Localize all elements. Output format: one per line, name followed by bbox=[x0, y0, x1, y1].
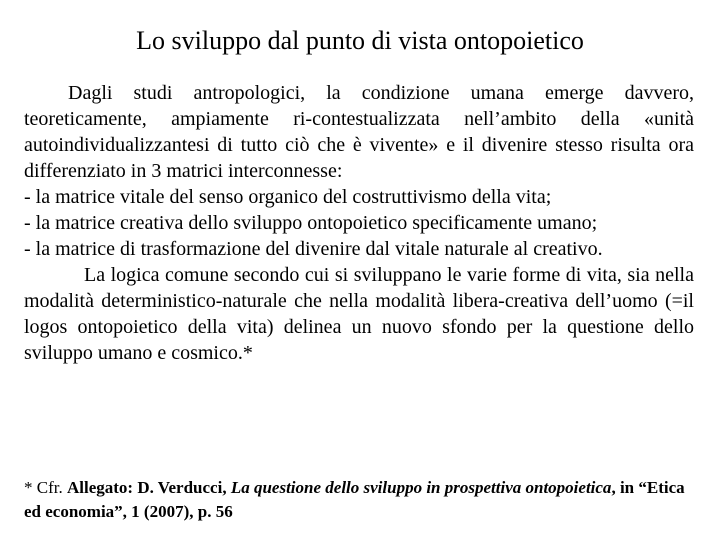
matrix-item-creativa: - la matrice creativa dello sviluppo ontopoietico specificamente umano; bbox=[24, 212, 598, 234]
matrix-item-trasformazione: - la matrice di trasformazione del divenire dal vitale naturale al creativo. bbox=[24, 238, 603, 260]
footnote-source: , in “Etica ed economia”, 1 (2007), p. 56 bbox=[24, 478, 685, 521]
page-title: Lo sviluppo dal punto di vista ontopoietico bbox=[136, 26, 584, 55]
conclusion-paragraph: La logica comune secondo cui si sviluppano le varie forme di vita, sia nella modalità deterministico-naturale che nella modalità libera-creativa dell’uomo (=il logos ontopoietico della vita) delinea un nuovo sfondo per la questione dello sviluppo umano e cosmico.* bbox=[24, 264, 694, 364]
footnote-author: D. Verducci, bbox=[137, 478, 227, 497]
footnote-work-title: La questione dello sviluppo in prospettiva ontopoietica bbox=[230, 478, 612, 497]
matrix-item-vitale: - la matrice vitale del senso organico del costruttivismo della vita; bbox=[24, 186, 552, 208]
footnote-marker: * Cfr. bbox=[24, 478, 67, 497]
footnote-label: Allegato: bbox=[66, 478, 134, 497]
intro-paragraph: Dagli studi antropologici, la condizione umana emerge davvero, teoreticamente, ampiamente ri-contestualizzata nell’ambito della «unità autoindividualizzantesi di tutto ciò che è vivente» e il divenire stesso risulta ora differenziato in 3 matrici interconnesse: bbox=[24, 82, 694, 182]
body-text bbox=[24, 80, 694, 366]
footnote bbox=[24, 476, 694, 524]
